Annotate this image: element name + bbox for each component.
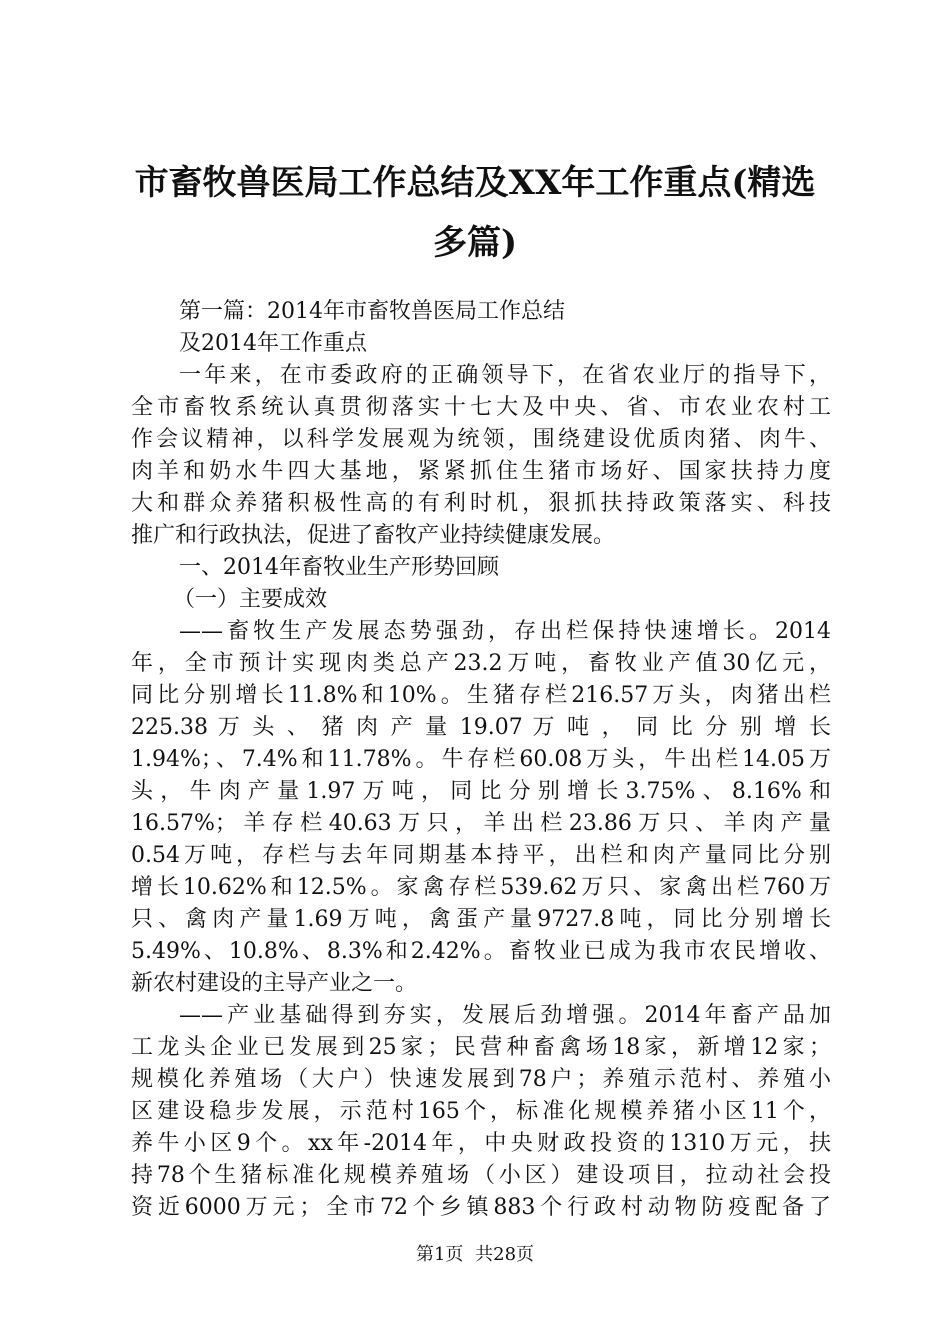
section-heading: 第一篇：2014年市畜牧兽医局工作总结 [179,299,565,324]
document-title-line-2: 多篇) [432,223,518,263]
paragraph-line: 持78个生猪标准化规模养殖场（小区）建设项目，拉动社会投 [131,1163,831,1188]
paragraph-line: ——畜牧生产发展态势强劲，存出栏保持快速增长。2014 [179,619,831,644]
paragraph-line: 资近6000万元；全市72个乡镇883个行政村动物防疫配备了 [131,1195,831,1220]
paragraph-line: 5.49%、10.8%、8.3%和2.42%。畜牧业已成为我市农民增收、 [131,939,831,964]
document-title-line-1: 市畜牧兽医局工作总结及XX年工作重点(精选 [134,163,816,203]
paragraph-line: 推广和行政执法，促进了畜牧产业持续健康发展。 [131,523,616,548]
paragraph-line: 0.54万吨，存栏与去年同期基本持平，出栏和肉产量同比分别 [131,843,831,868]
paragraph-line: 作会议精神，以科学发展观为统领，围绕建设优质肉猪、肉牛、 [131,427,831,452]
paragraph-line: 规模化养殖场（大户）快速发展到78户；养殖示范村、养殖小 [131,1067,831,1092]
paragraph-line: 年，全市预计实现肉类总产23.2万吨，畜牧业产值30亿元， [131,651,831,676]
paragraph-line: 同比分别增长11.8%和10%。生猪存栏216.57万头，肉猪出栏 [131,683,831,708]
document-body [131,296,831,1224]
page-number-total: 共28页 [475,1244,535,1265]
paragraph-line: 大和群众养猪积极性高的有利时机，狠抓扶持政策落实、科技 [131,491,831,516]
paragraph-line: 养牛小区9个。xx年-2014年，中央财政投资的1310万元，扶 [131,1131,831,1156]
paragraph-line: 一年来，在市委政府的正确领导下，在省农业厅的指导下， [179,363,831,388]
page-number-current: 第1页 [415,1244,464,1265]
paragraph-line: ——产业基础得到夯实，发展后劲增强。2014年畜产品加 [179,1003,831,1028]
paragraph-line: 新农村建设的主导产业之一。 [131,971,418,996]
paragraph-line: 全市畜牧系统认真贯彻落实十七大及中央、省、市农业农村工 [131,395,831,420]
paragraph-line: 肉羊和奶水牛四大基地，紧紧抓住生猪市场好、国家扶持力度 [131,459,831,484]
paragraph-line: 只、禽肉产量1.69万吨，禽蛋产量9727.8吨，同比分别增长 [131,907,831,932]
paragraph-line: 1.94%；、7.4%和11.78%。牛存栏60.08万头，牛出栏14.05万 [131,747,831,772]
paragraph-line: 头，牛肉产量1.97万吨，同比分别增长3.75%、8.16%和 [131,779,831,804]
paragraph-line: 225.38 万 头 、 猪 肉 产 量 19.07 万 吨 ， 同 比 分 别 增 长 [131,715,831,740]
paragraph-line: 区建设稳步发展，示范村165个，标准化规模养猪小区11个， [131,1099,831,1124]
paragraph-line: 增长10.62%和12.5%。家禽存栏539.62万只、家禽出栏760万 [131,875,831,900]
section-heading-continued: 及2014年工作重点 [179,331,367,356]
subsection-heading: （一）主要成效 [173,587,328,612]
paragraph-line: 工龙头企业已发展到25家；民营种畜禽场18家，新增12家； [131,1035,831,1060]
subsection-heading: 一、2014年畜牧业生产形势回顾 [179,555,499,580]
page-footer [0,1244,950,1266]
paragraph-line: 16.57%；羊存栏40.63万只，羊出栏23.86万只、羊肉产量 [131,811,831,836]
